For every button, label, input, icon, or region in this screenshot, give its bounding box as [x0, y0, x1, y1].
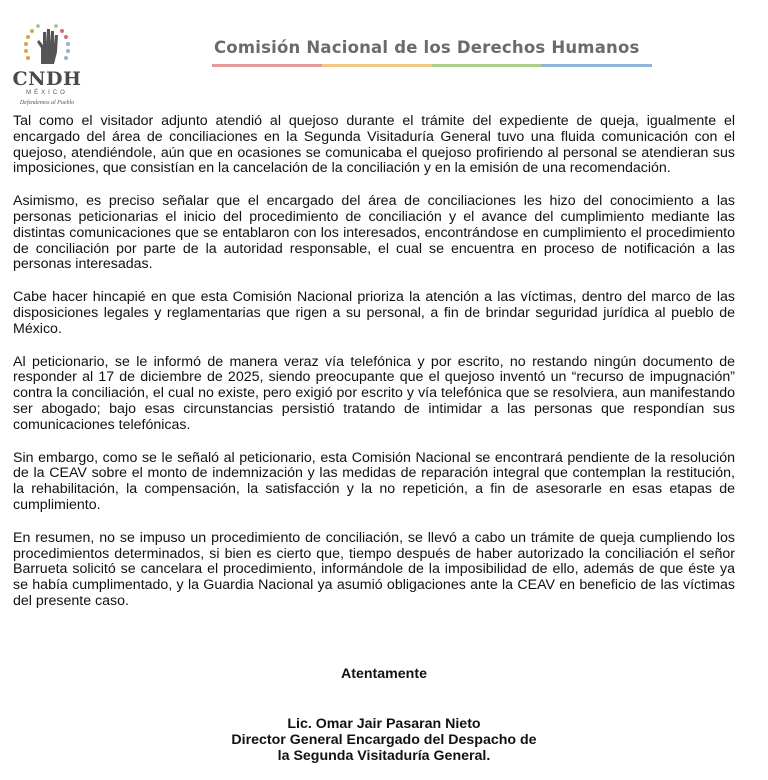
signatory-office: la Segunda Visitaduría General.: [277, 748, 491, 764]
paragraph: Al peticionario, se le informó de manera veraz vía telefónica y por escrito, no restando ningún documento de responder al 17 de diciembre de 2025, siendo preocupante que el quejoso inventó un “recurso de impugnación” contra la conciliación, el cual no existe, pero exigió por escrito y vía telefónica que se resolviera, aun manifestando ser abogado; bajo esas circunstancias persistió tratando de intimidar a las personas que respondían sus comunicaciones telefónicas.: [13, 353, 735, 433]
underline-segment: [542, 64, 652, 67]
logo-text: CNDH: [12, 68, 82, 90]
signatory-position: Director General Encargado del Despacho de: [231, 732, 537, 748]
closing-salutation: Atentamente: [341, 666, 427, 682]
letter-body: [13, 114, 735, 627]
paragraph: Asimismo, es preciso señalar que el encargado del área de conciliaciones les hizo del conocimiento a las personas peticionarias el inicio del procedimiento de conciliación y el avance del cumplimiento mediante las distintas comunicaciones que se entablaron con los interesados, encontrándose en cumplimiento el procedimiento de conciliación por parte de la autoridad responsable, el cual se encuentra en proceso de notificación a las personas interesadas.: [13, 193, 735, 273]
cndh-logo: [8, 20, 86, 108]
logo-motto: Defendemos al Pueblo: [19, 100, 75, 106]
paragraph: Tal como el visitador adjunto atendió al quejoso durante el trámite del expediente de queja, igualmente el encargado del área de conciliaciones en la Segunda Visitaduría General tuvo una fluida comunicación con el quejoso, atendiéndole, aún que en ocasiones se comunicaba el quejoso profiriendo al personal se atendieran sus imposiciones, que consistían en la cancelación de la conciliación y en la emisión de una recomendación.: [13, 113, 735, 177]
title-underline: [212, 64, 652, 67]
logo-country: MÉXICO: [26, 90, 68, 96]
paragraph: Cabe hacer hincapié en que esta Comisión Nacional prioriza la atención a las víctimas, dentro del marco de las disposiciones legales y reglamentarias que rigen a su personal, a fin de brindar seguridad jurídica al pueblo de México.: [13, 289, 735, 337]
letterhead: [0, 0, 768, 110]
paragraph: Sin embargo, como se le señaló al peticionario, esta Comisión Nacional se encontrará pendiente de la resolución de la CEAV sobre el monto de indemnización y las medidas de reparación integral que contemplan la restitución, la rehabilitación, la compensación, la satisfacción y la no repetición, a fin de asesorarle en esas etapas de cumplimiento.: [13, 449, 735, 513]
underline-segment: [212, 64, 322, 67]
signatory-name: Lic. Omar Jair Pasaran Nieto: [287, 716, 481, 732]
underline-segment: [432, 64, 542, 67]
signature-block: [0, 716, 768, 764]
underline-segment: [322, 64, 432, 67]
raised-hand-icon: [22, 20, 72, 68]
paragraph: En resumen, no se impuso un procedimiento de conciliación, se llevó a cabo un trámite de queja cumpliendo los procedimientos determinados, si bien es cierto que, tiempo después de haber autorizado la conciliación el señor Barrueta solicitó se cancelara el procedimiento, informándole de la imposibilidad de ello, además de que éste ya se había cumplimentado, y la Guardia Nacional ya asumió obligaciones ante la CEAV en beneficio de las víctimas del presente caso.: [13, 529, 735, 609]
organization-name: Comisión Nacional de los Derechos Humanos: [214, 38, 640, 57]
